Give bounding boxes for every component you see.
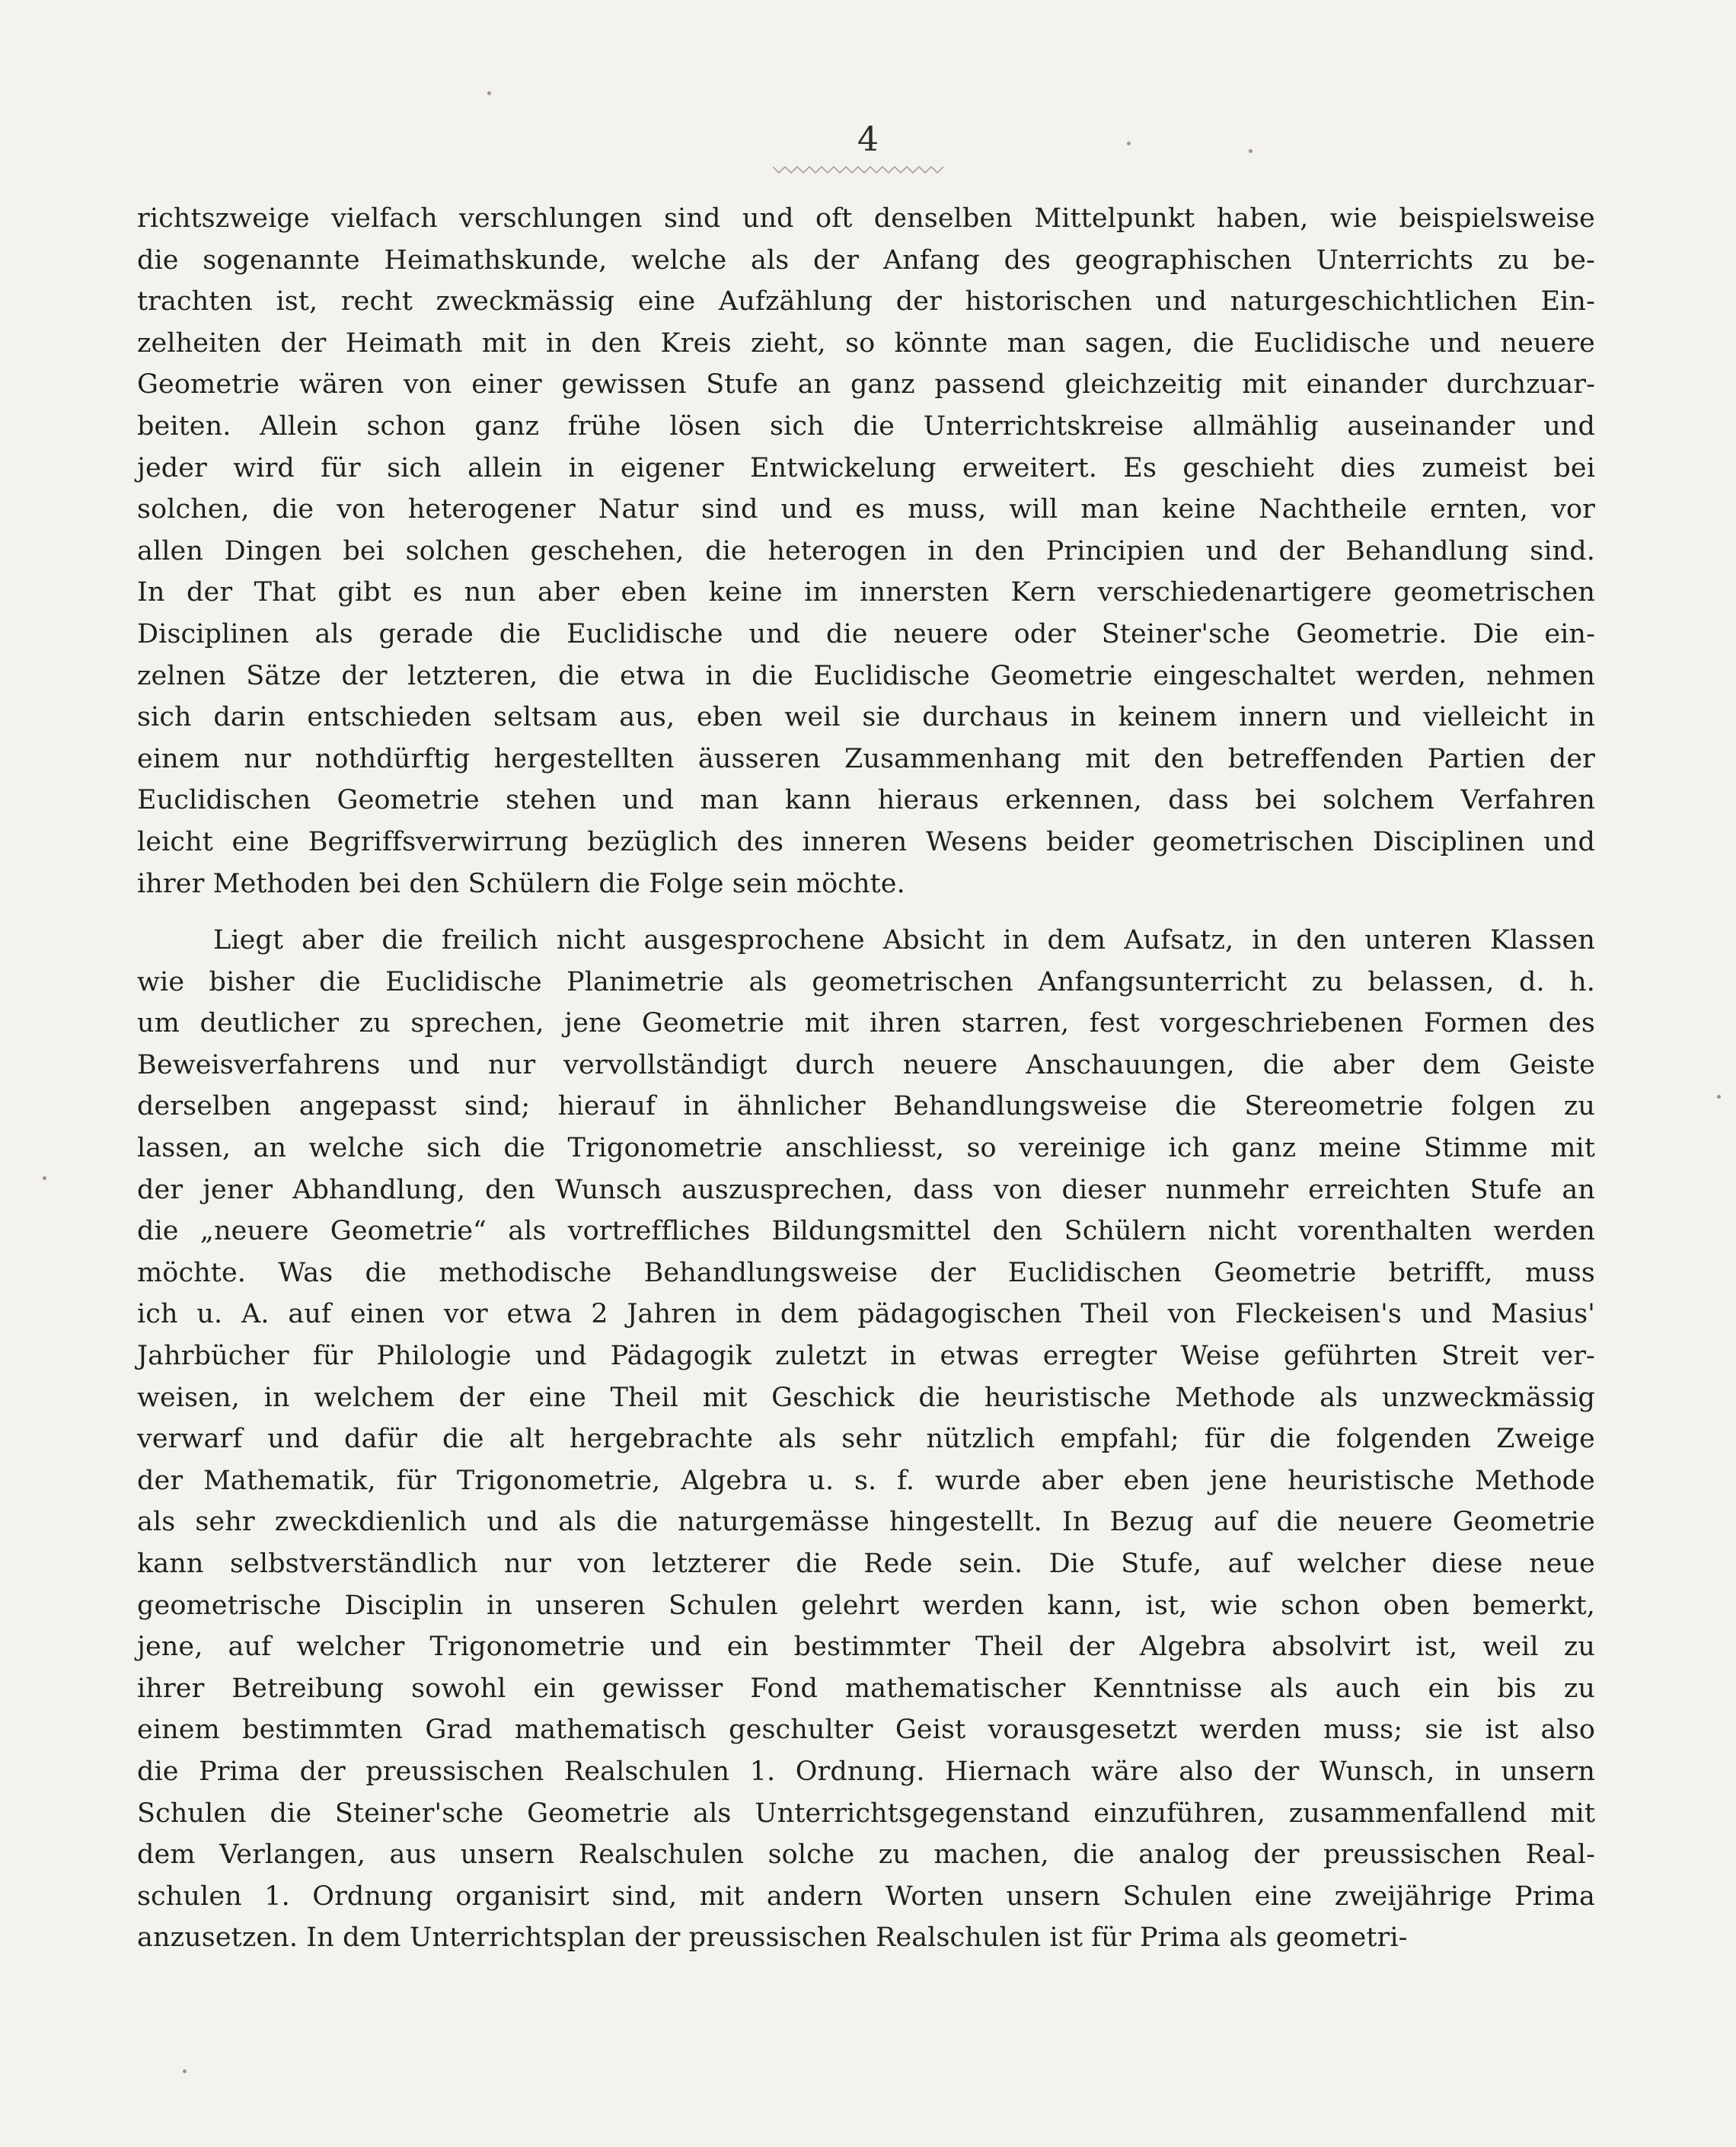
paper-speck [43, 1176, 46, 1180]
paper-speck [1717, 1095, 1721, 1099]
text-line: geometrische Disciplin in unseren Schulen gelehrt werden kann, ist, wie schon oben bemerkt, [137, 1590, 1595, 1621]
text-line: lassen, an welche sich die Trigonometrie anschliesst, so vereinige ich ganz meine Stimme mit [137, 1133, 1595, 1164]
text-line: Liegt aber die freilich nicht ausgesprochene Absicht in dem Aufsatz, in den unteren Klassen [213, 925, 1595, 956]
text-line: jeder wird für sich allein in eigener Entwickelung erweitert. Es geschieht dies zumeist bei [137, 452, 1595, 483]
text-line: anzusetzen. In dem Unterrichtsplan der preussischen Realschulen ist für Prima als geometri- [137, 1922, 1408, 1954]
text-line: ihrer Methoden bei den Schülern die Folge sein möchte. [137, 868, 905, 899]
paragraph [137, 920, 1595, 1959]
text-line: möchte. Was die methodische Behandlungsweise der Euclidischen Geometrie betrifft, muss [137, 1257, 1595, 1288]
text-line: der Mathematik, für Trigonometrie, Algebra u. s. f. wurde aber eben jene heuristische Methode [137, 1465, 1595, 1496]
text-line: richtszweige vielfach verschlungen sind und oft denselben Mittelpunkt haben, wie beispielsweise [137, 203, 1595, 234]
text-line: um deutlicher zu sprechen, jene Geometrie mit ihren starren, fest vorgeschriebenen Formen des [137, 1008, 1595, 1039]
text-line: die Prima der preussischen Realschulen 1. Ordnung. Hiernach wäre also der Wunsch, in unsern [137, 1756, 1595, 1787]
paper-speck [1127, 142, 1131, 145]
text-line: beiten. Allein schon ganz frühe lösen sich die Unterrichtskreise allmählig auseinander und [137, 410, 1595, 442]
text-line: die „neuere Geometrie“ als vortreffliches Bildungsmittel den Schülern nicht vorenthalten werden [137, 1216, 1595, 1247]
text-line: Schulen die Steiner'sche Geometrie als Unterrichtsgegenstand einzuführen, zusammenfallend mit [137, 1798, 1595, 1829]
text-line: einem bestimmten Grad mathematisch geschulter Geist vorausgesetzt werden muss; sie ist also [137, 1715, 1595, 1746]
text-line: verwarf und dafür die alt hergebrachte als sehr nützlich empfahl; für die folgenden Zweige [137, 1424, 1595, 1455]
text-line: trachten ist, recht zweckmässig eine Aufzählung der historischen und naturgeschichtlichen Ein- [137, 286, 1595, 317]
text-line: In der That gibt es nun aber eben keine im innersten Kern verschiedenartigere geometrischen [137, 577, 1595, 608]
text-line: ihrer Betreibung sowohl ein gewisser Fond mathematischer Kenntnisse als auch ein bis zu [137, 1673, 1595, 1704]
text-line: Jahrbücher für Philologie und Pädagogik zuletzt in etwas erregter Weise geführten Streit ver- [137, 1341, 1595, 1372]
text-line: schulen 1. Ordnung organisirt sind, mit andern Worten unsern Schulen eine zweijährige Prima [137, 1881, 1595, 1912]
text-line: zelheiten der Heimath mit in den Kreis zieht, so könnte man sagen, die Euclidische und neuere [137, 327, 1595, 359]
ornament-divider [773, 164, 948, 175]
paragraph [137, 198, 1595, 904]
text-line: zelnen Sätze der letzteren, die etwa in die Euclidische Geometrie eingeschaltet werden, nehmen [137, 660, 1595, 691]
text-line: weisen, in welchem der eine Theil mit Geschick die heuristische Methode als unzweckmässig [137, 1382, 1595, 1413]
paper-speck [1249, 149, 1253, 153]
text-line: ich u. A. auf einen vor etwa 2 Jahren in dem pädagogischen Theil von Fleckeisen's und Masius' [137, 1299, 1595, 1330]
text-line: Disciplinen als gerade die Euclidische und die neuere oder Steiner'sche Geometrie. Die ein- [137, 618, 1595, 649]
text-line: derselben angepasst sind; hierauf in ähnlicher Behandlungsweise die Stereometrie folgen zu [137, 1091, 1595, 1122]
text-line: die sogenannte Heimathskunde, welche als der Anfang des geographischen Unterrichts zu be- [137, 244, 1595, 276]
text-line: kann selbstverständlich nur von letzterer die Rede sein. Die Stufe, auf welcher diese neue [137, 1549, 1595, 1579]
text-line: Beweisverfahrens und nur vervollständigt durch neuere Anschauungen, die aber dem Geiste [137, 1049, 1595, 1080]
text-line: sich darin entschieden seltsam aus, eben weil sie durchaus in keinem innern und vielleicht in [137, 702, 1595, 733]
page-number: 4 [857, 120, 879, 159]
text-line: Geometrie wären von einer gewissen Stufe an ganz passend gleichzeitig mit einander durchzuar- [137, 369, 1595, 400]
text-line: allen Dingen bei solchen geschehen, die heterogen in den Principien und der Behandlung sind. [137, 535, 1595, 566]
text-line: dem Verlangen, aus unsern Realschulen solche zu machen, die analog der preussischen Real- [137, 1839, 1595, 1871]
text-line: wie bisher die Euclidische Planimetrie als geometrischen Anfangsunterricht zu belassen, d. h. [137, 966, 1595, 997]
text-line: der jener Abhandlung, den Wunsch auszusprechen, dass von dieser nunmehr erreichten Stufe an [137, 1174, 1595, 1205]
text-line: jene, auf welcher Trigonometrie und ein bestimmter Theil der Algebra absolvirt ist, weil zu [137, 1632, 1595, 1663]
text-line: solchen, die von heterogener Natur sind und es muss, will man keine Nachtheile ernten, vor [137, 494, 1595, 525]
paper-speck [183, 2069, 187, 2073]
text-line: als sehr zweckdienlich und als die naturgemässe hingestellt. In Bezug auf die neuere Geometrie [137, 1507, 1595, 1538]
text-line: leicht eine Begriffsverwirrung bezüglich des inneren Wesens beider geometrischen Disciplinen und [137, 826, 1595, 857]
text-line: einem nur nothdürftig hergestellten äusseren Zusammenhang mit den betreffenden Partien der [137, 743, 1595, 774]
paper-speck [487, 91, 491, 95]
text-line: Euclidischen Geometrie stehen und man kann hieraus erkennen, dass bei solchem Verfahren [137, 785, 1595, 816]
body-text [137, 198, 1595, 1959]
